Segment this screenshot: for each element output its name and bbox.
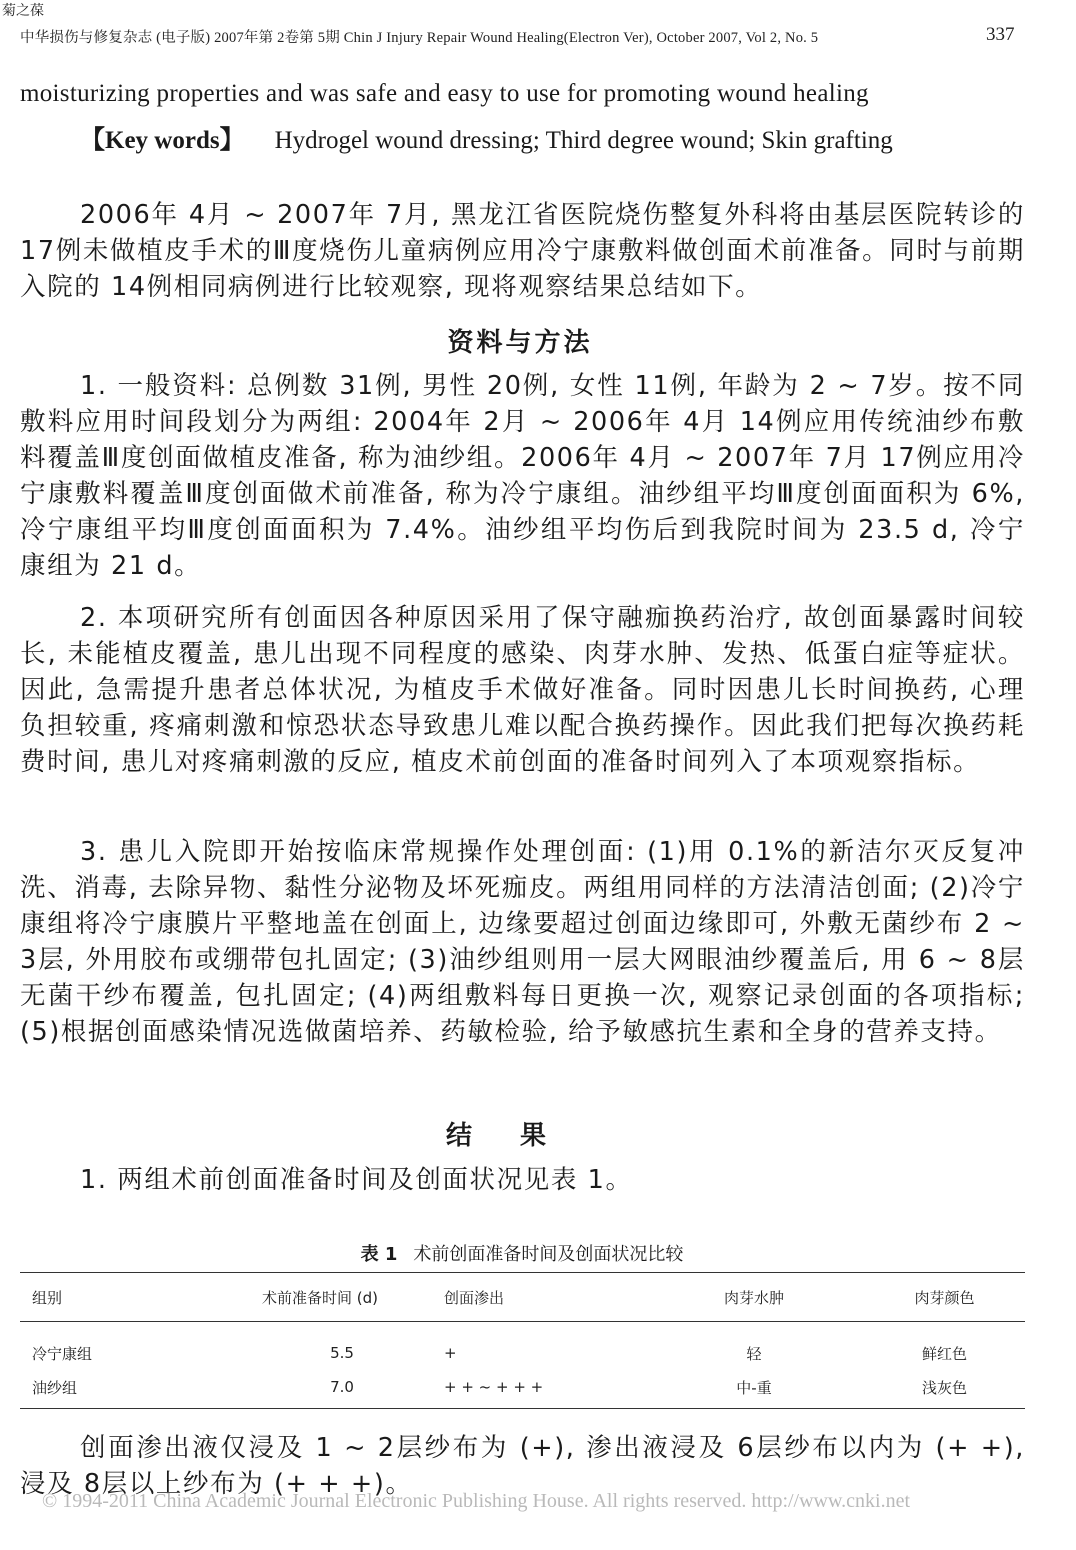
table-cell: 轻 <box>746 1344 762 1363</box>
methods-paragraph-3: 3. 患儿入院即开始按临床常规操作处理创面: (1)用 0.1%的新洁尔灭反复冲洗、消毒, 去除异物、黏性分泌物及坏死痂皮。两组用同样的方法清洁创面; (2)冷宁康组将冷宁康膜片平整地盖在创面上, 边缘要超过创面边缘即可, 外敷无菌纱布 2 ~ 3层, 外用胶布或绷带包扎固定; (3)油纱组则用一层大网眼油纱覆盖后, 用 6 ~ 8层无菌干纱布覆盖, 包扎固定; (4)两组敷料每日更换一次, 观察记录创面的各项指标; (5)根据创面感染情况选做菌培养、药敏检验, 给予敏感抗生素和全身的营养支持。 <box>20 837 1025 1047</box>
results-heading: 结果 <box>445 1121 594 1151</box>
table-cell: + + ~ + + + <box>444 1378 544 1396</box>
table-header-cell: 肉芽颜色 <box>914 1288 975 1307</box>
copyright-footer: © 1994-2011 China Academic Journal Electronic Publishing House. All rights reserved. http://www.cnki.net <box>42 1490 911 1512</box>
table-note: 创面渗出液仅浸及 1 ~ 2层纱布为 (+), 渗出液浸及 6层纱布以内为 (+ +), 浸及 8层以上纱布为 (+ + +)。 <box>20 1433 1025 1499</box>
watermark-label: 菊之葆 <box>2 3 44 19</box>
table-cell: 中-重 <box>736 1378 772 1397</box>
table-row <box>20 1370 1025 1409</box>
table-cell: 5.5 <box>330 1344 354 1362</box>
table-caption-number: 表 1 <box>360 1244 398 1265</box>
page-number: 337 <box>986 24 1015 45</box>
methods-heading: 资料与方法 <box>447 328 593 358</box>
table-cell: + <box>444 1344 457 1362</box>
methods-paragraph-2: 2. 本项研究所有创面因各种原因采用了保守融痂换药治疗, 故创面暴露时间较长, 未能植皮覆盖, 患儿出现不同程度的感染、肉芽水肿、发热、低蛋白症等症状。因此, 急需提升患者总体状况, 为植皮手术做好准备。同时因患儿长时间换药, 心理负担较重, 疼痛刺激和惊恐状态导致患儿难以配合换药操作。因此我们把每次换药耗费时间, 患儿对疼痛刺激的反应, 植皮术前创面的准备时间列入了本项观察指标。 <box>20 603 1025 777</box>
table-row <box>20 1322 1025 1371</box>
results-paragraph-1: 1. 两组术前创面准备时间及创面状况见表 1。 <box>80 1165 633 1195</box>
table-header-cell: 创面渗出 <box>444 1288 505 1307</box>
table-cell: 冷宁康组 <box>32 1344 93 1363</box>
keywords-text: Hydrogel wound dressing; Third degree wound; Skin grafting <box>274 127 893 154</box>
table-cell: 7.0 <box>330 1378 354 1396</box>
table-header-cell: 术前准备时间 (d) <box>262 1288 378 1307</box>
table-header-cell: 肉芽水肿 <box>723 1288 784 1307</box>
methods-paragraph-1: 1. 一般资料: 总例数 31例, 男性 20例, 女性 11例, 年龄为 2 ~ 7岁。按不同敷料应用时间段划分为两组: 2004年 2月 ~ 2006年 4月 14例应用传统油纱布敷料覆盖Ⅲ度创面做植皮准备, 称为油纱组。2006年 4月 ~ 2007年 7月 17例应用冷宁康敷料覆盖Ⅲ度创面做术前准备, 称为冷宁康组。油纱组平均Ⅲ度创面面积为 6%, 冷宁康组平均Ⅲ度创面面积为 7.4%。油纱组平均伤后到我院时间为 23.5 d, 冷宁康组为 21 d。 <box>20 371 1025 581</box>
table-header-cell: 组别 <box>32 1288 63 1307</box>
table-cell: 油纱组 <box>32 1378 78 1397</box>
table-header-row <box>20 1273 1025 1322</box>
intro-paragraph: 2006年 4月 ~ 2007年 7月, 黑龙江省医院烧伤整复外科将由基层医院转诊的 17例未做植皮手术的Ⅲ度烧伤儿童病例应用冷宁康敷料做创面术前准备。同时与前期入院的 14例相同病例进行比较观察, 现将观察结果总结如下。 <box>20 200 1025 302</box>
table-caption-text: 术前创面准备时间及创面状况比较 <box>413 1244 684 1265</box>
comparison-table <box>20 1272 1025 1409</box>
running-header: 中华损伤与修复杂志 (电子版) 2007年第 2卷第 5期 Chin J Injury Repair Wound Healing(Electron Ver), October 2007, Vol 2, No. 5 <box>20 30 819 46</box>
table-cell: 鲜红色 <box>921 1344 967 1363</box>
keywords-line <box>80 120 893 156</box>
table-caption <box>0 1240 1044 1266</box>
keywords-label: 【Key words】 <box>80 127 245 154</box>
table-cell: 浅灰色 <box>921 1378 967 1397</box>
abstract-tail: moisturizing properties and was safe and easy to use for promoting wound healing <box>20 80 869 107</box>
